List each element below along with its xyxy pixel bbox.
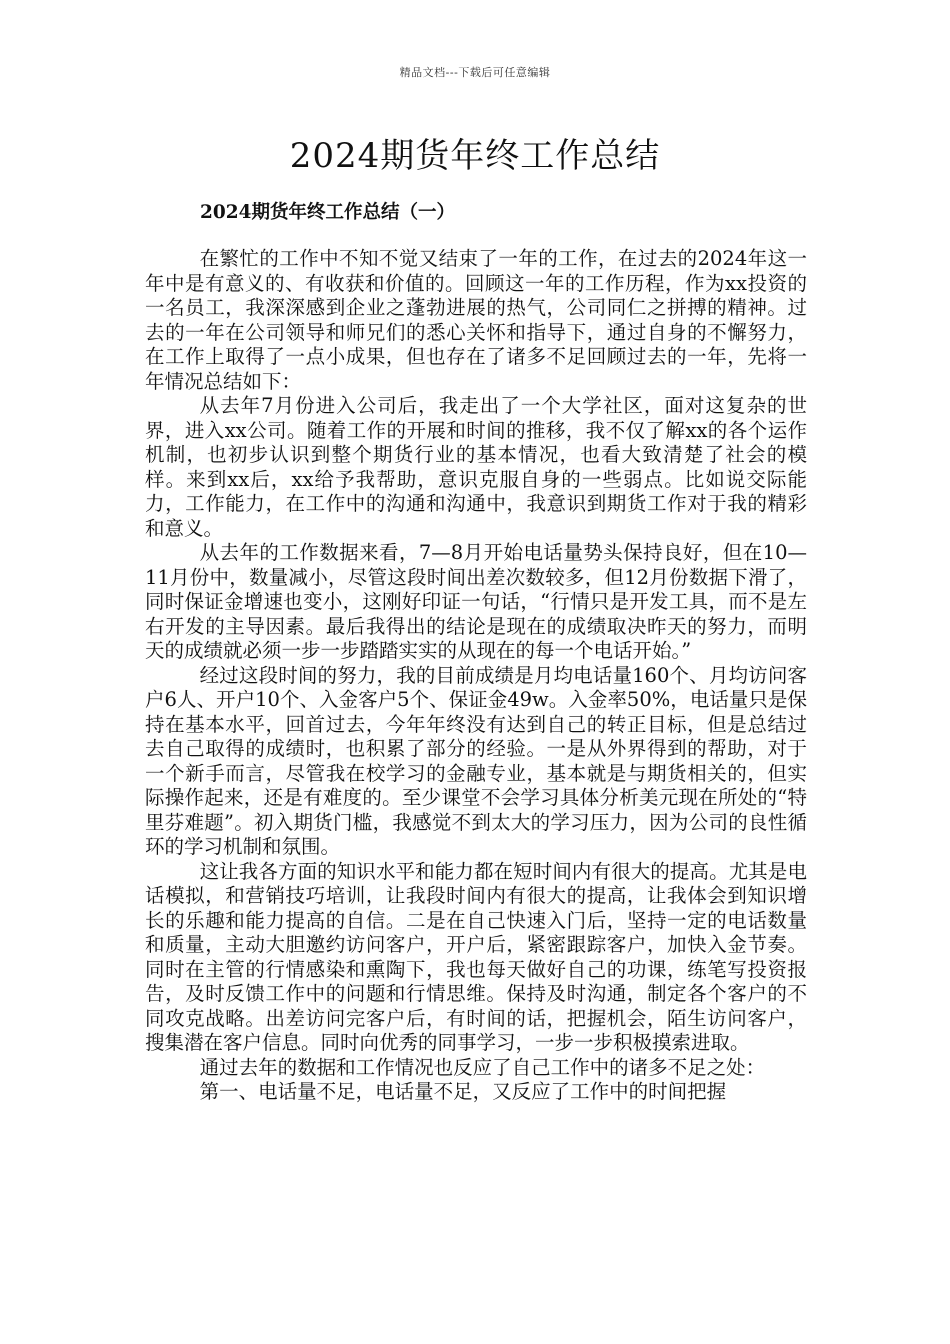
page-header-note: 精品文档---下载后可任意编辑 bbox=[399, 66, 551, 79]
paragraph: 这让我各方面的知识水平和能力都在短时间内有很大的提高。尤其是电话模拟，和营销技巧培训，让我段时间内有很大的提高，让我体会到知识增长的乐趣和能力提高的自信。二是在自己快速入门后，坚持一定的电话数量和质量，主动大胆邀约访问客户，开户后，紧密跟踪客户，加快入金节奏。同时在主管的行情感染和熏陶下，我也每天做好自己的功课，练笔写投资报告，及时反馈工作中的问题和行情思维。保持及时沟通，制定各个客户的不同攻克战略。出差访问完客户后，有时间的话，把握机会，陌生访问客户，搜集潜在客户信息。同时向优秀的同事学习，一步一步积极摸索进取。 bbox=[145, 859, 807, 1054]
paragraph: 从去年7月份进入公司后，我走出了一个大学社区，面对这复杂的世界，进入xx公司。随着工作的开展和时间的推移，我不仅了解xx的各个运作机制，也初步认识到整个期货行业的基本情况，也看大致清楚了社会的模样。来到xx后，xx给予我帮助，意识克服自身的一些弱点。比如说交际能力，工作能力，在工作中的沟通和沟通中，我意识到期货工作对于我的精彩和意义。 bbox=[145, 394, 807, 540]
paragraph: 从去年的工作数据来看，7—8月开始电话量势头保持良好，但在10—11月份中，数量减小，尽管这段时间出差次数较多，但12月份数据下滑了，同时保证金增速也变小，这刚好印证一句话，“行情只是开发工具，而不是左右开发的主导因素。最后我得出的结论是现在的成绩取决昨天的努力，而明天的成绩就必须一步一步踏踏实实的从现在的每一个电话开始。” bbox=[145, 541, 807, 662]
paragraph: 在繁忙的工作中不知不觉又结束了一年的工作，在过去的2024年这一年中是有意义的、有收获和价值的。回顾这一年的工作历程，作为xx投资的一名员工，我深深感到企业之蓬勃进展的热气，公司同仁之拼搏的精神。过去的一年在公司领导和师兄们的悉心关怀和指导下，通过自身的不懈努力，在工作上取得了一点小成果，但也存在了诸多不足回顾过去的一年，先将一年情况总结如下： bbox=[145, 247, 807, 393]
document-title: 2024期货年终工作总结 bbox=[289, 136, 661, 176]
section-heading: 2024期货年终工作总结（一） bbox=[200, 202, 455, 223]
paragraph: 经过这段时间的努力，我的目前成绩是月均电话量160个、月均访问客户6人、开户10个、入金客户5个、保证金49w。入金率50%，电话量只是保持在基本水平，回首过去，今年年终没有达到自己的转正目标，但是总结过去自己取得的成绩时，也积累了部分的经验。一是从外界得到的帮助，对于一个新手而言，尽管我在校学习的金融专业，基本就是与期货相关的，但实际操作起来，还是有难度的。至少课堂不会学习具体分析美元现在所处的“特里芬难题”。初入期货门槛，我感觉不到太大的学习压力，因为公司的良性循环的学习机制和氛围。 bbox=[145, 663, 807, 858]
paragraph: 通过去年的数据和工作情况也反应了自己工作中的诸多不足之处： bbox=[199, 1055, 766, 1079]
paragraph: 第一、电话量不足，电话量不足，又反应了工作中的时间把握 bbox=[199, 1080, 727, 1103]
document-body bbox=[145, 247, 807, 1105]
